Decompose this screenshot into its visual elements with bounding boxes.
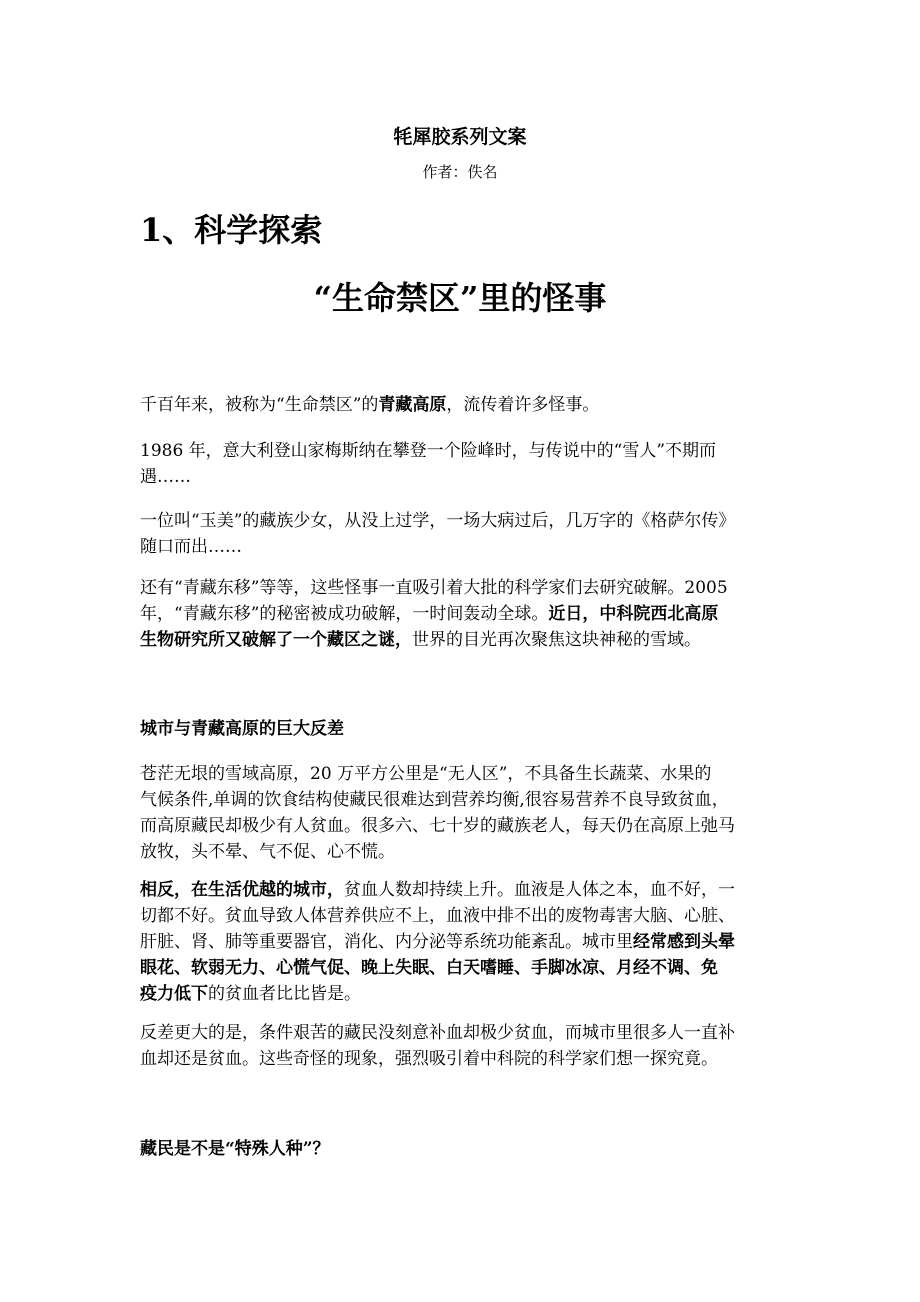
line: 生物研究所又破解了一个藏区之谜，世界的目光再次聚焦这块神秘的雪域。 (140, 630, 701, 650)
line: 放牧，头不晕、气不促、心不慌。 (140, 842, 395, 862)
paragraph-plateau (140, 761, 788, 865)
bold-phrase: 生物研究所又破解了一个藏区之谜， (140, 630, 412, 650)
document-title: 牦犀胶系列文案 (393, 126, 527, 148)
line: 气候条件,单调的饮食结构使藏民很难达到营养均衡,很容易营养不良导致贫血， (140, 790, 729, 810)
paragraph-qingzang-eastward (140, 575, 788, 653)
line (140, 955, 788, 981)
line: 一位叫“玉美”的藏族少女，从没上过学，一场大病过后，几万字的《格萨尔传》 (140, 511, 736, 531)
paragraph-greater-contrast (140, 1020, 788, 1072)
bold-phrase: 眼花、软弱无力、心慌气促、晚上失眠、白天嗜睡、手脚冰凉、月经不调、免 (140, 958, 718, 978)
paragraph-city-anemia (140, 877, 788, 1007)
article-title: “生命禁区”里的怪事 (313, 279, 607, 317)
subheading-special-race: 藏民是不是“特殊人种”？ (140, 1139, 330, 1159)
line: 切都不好。贫血导致人体营养供应不上，血液中排不出的废物毒害大脑、心脏、 (140, 906, 735, 926)
paragraph-yeti (140, 438, 788, 490)
line: 随口而出…… (140, 537, 242, 557)
line: 血却还是贫血。这些奇怪的现象，强烈吸引着中科院的科学家们想一探究竟。 (140, 1049, 718, 1069)
line: 肝脏、肾、肺等重要器官，消化、内分泌等系统功能紊乱。城市里经常感到头晕 (140, 932, 735, 952)
line: 年，“青藏东移”的秘密被成功破解，一时间轰动全球。近日，中科院西北高原 (140, 604, 719, 624)
subheading-contrast: 城市与青藏高原的巨大反差 (140, 719, 344, 739)
paragraph-yumei (140, 508, 788, 560)
bold-phrase: 疫力低下 (140, 984, 208, 1004)
line: 疫力低下的贫血者比比皆是。 (140, 984, 361, 1004)
bold-phrase: 相反，在生活优越的城市， (140, 880, 344, 900)
author-line: 作者：佚名 (422, 163, 498, 181)
section-heading: 1、科学探索 (140, 211, 323, 249)
line: 遇…… (140, 467, 191, 487)
line: 而高原藏民却极少有人贫血。很多六、七十岁的藏族老人，每天仍在高原上弛马 (140, 816, 735, 836)
bold-phrase: 经常感到头晕 (633, 932, 735, 952)
line: 还有“青藏东移”等等，这些怪事一直吸引着大批的科学家们去研究破解。2005 (140, 578, 728, 598)
line: 苍茫无垠的雪域高原，20 万平方公里是“无人区”，不具备生长蔬菜、水果的 (140, 764, 712, 784)
bold-phrase: 青藏高原 (378, 395, 447, 415)
line: 相反，在生活优越的城市，贫血人数却持续上升。血液是人体之本，血不好，一 (140, 880, 735, 900)
line: 千百年来，被称为“生命禁区”的青藏高原，流传着许多怪事。 (140, 395, 600, 415)
line: 1986 年，意大利登山家梅斯纳在攀登一个险峰时，与传说中的“雪人”不期而 (140, 441, 717, 461)
paragraph-intro (140, 392, 788, 418)
line: 反差更大的是，条件艰苦的藏民没刻意补血却极少贫血，而城市里很多人一直补 (140, 1023, 735, 1043)
bold-phrase: 近日，中科院西北高原 (548, 604, 719, 624)
